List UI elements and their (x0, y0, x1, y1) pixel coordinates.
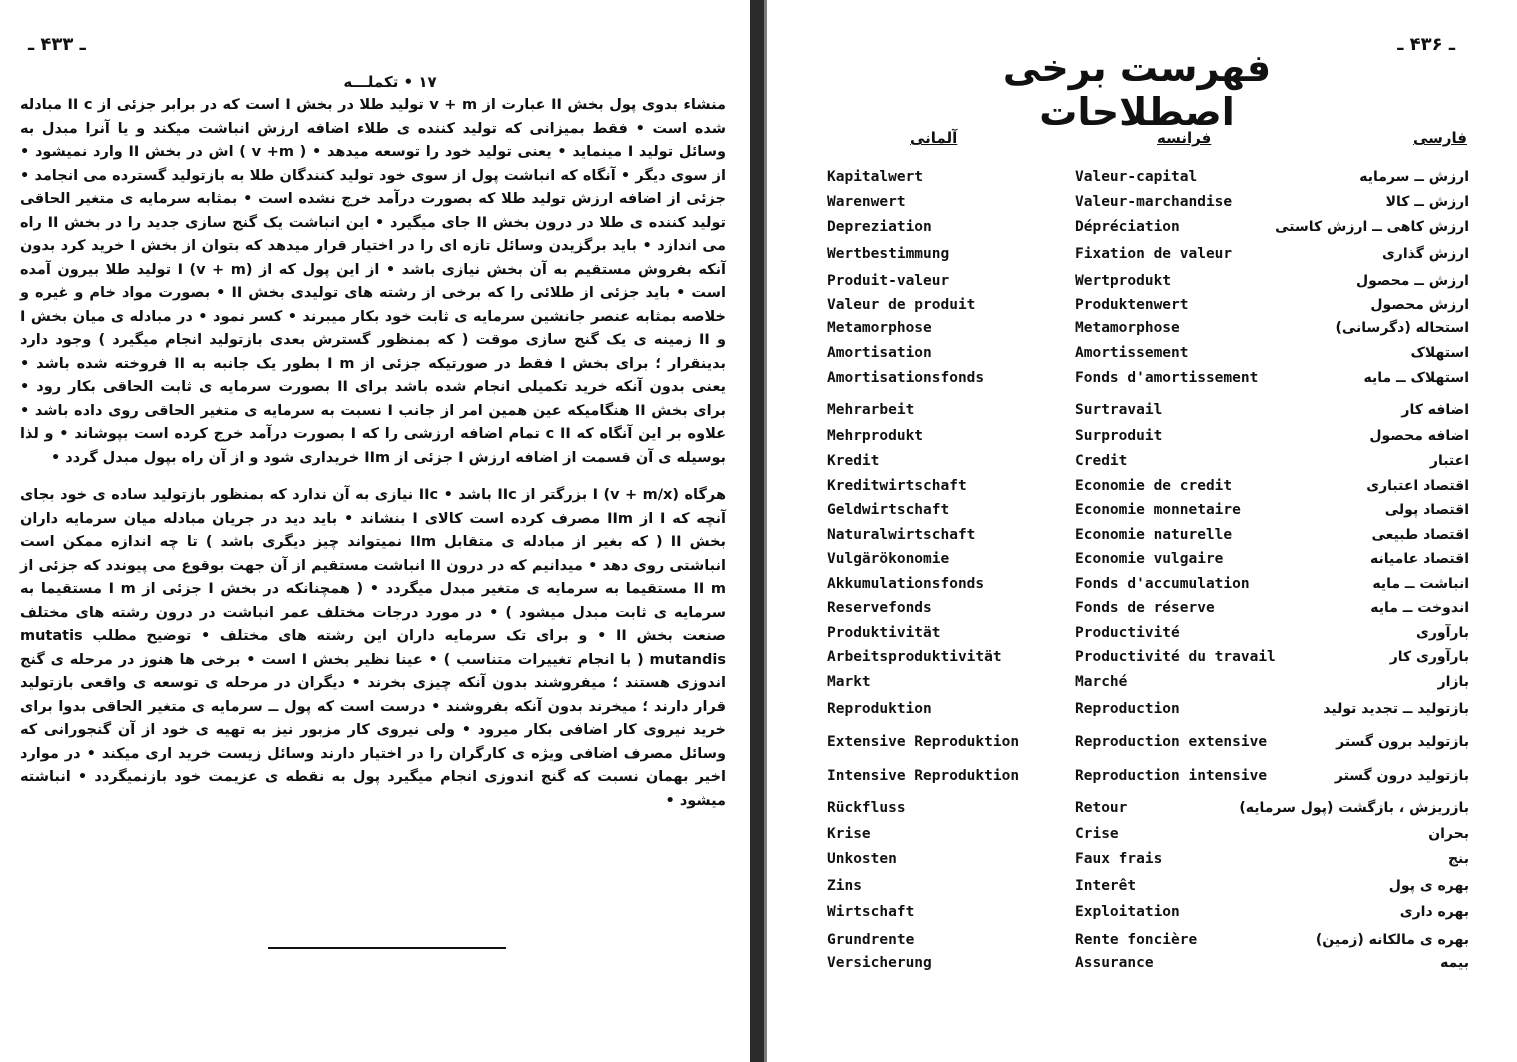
glossary-row (767, 273, 1517, 295)
glossary-term-french: Economie naturelle (1075, 527, 1233, 543)
paragraph: هرگاه I (v + m/x) بزرگتر از IIc باشد • IIc نیازی به آن ندارد که بمنظور بازتولید ساده ی خود بجای آنچه که I از IIm مصرف کرده است کالای I بنشاند • باید دید در جریان مبادله میان سرمایه داران بخش II ( که بغیر از مبادله ی متقابل IIm نمیتواند چیز دیگری باشد ) تا چه اندازه ممکن است انباشتی روی دهد • میدانیم که در درون II انباشت مستقیم از آن جهت بوقوع می پیوندد که جزئی از II m مستقیما به سرمایه ی متغیر مبدل میگردد • ( همچنانکه در بخش I جزئی از I m مستقیما به سرمایه ی ثابت مبدل میشود ) • در مورد درجات مختلف عمر انباشت در درون رشته های مختلف صنعت بخش II • و برای تک سرمایه داران این رشته های مختلف • توضیح مطلب mutatis mutandis ( با انجام تغییرات متناسب ) • عینا نظیر بخش I است • برخی ها هنوز در مرحله ی گنج اندوزی هستند ؛ میفروشند بدون آنکه چیزی بخرند • دیگران در مرحله ی توسعه ی واقعی بازتولید قرار دارند ؛ میخرند بدون آنکه بفروشند • درست است که پول ــ سرمایه ی متغیر الحاقی بدوا برای خرید نیروی کار اضافی بکار میرود • ولی نیروی کار مزبور نیز به تهیه ی خود از آن گنجورانی که وسائل مصرف اضافی ویژه ی کارگران را در اختیار دارند وسائل زیست خرید اری میکند • در موارد اخیر بهمان نسبت که گنج اندوزی انجام میگیرد پول به نقطه ی عزیمت خود بازنمیگردد • انباشته میشود • (20, 487, 727, 809)
glossary-row (767, 800, 1517, 822)
glossary-term-german: Wirtschaft (827, 904, 915, 920)
glossary-term-persian: اقتصاد طبیعی (1371, 527, 1469, 543)
glossary-row (767, 320, 1517, 342)
glossary-term-persian: بنج (1447, 851, 1469, 867)
glossary-term-french: Reproduction intensive (1075, 768, 1268, 784)
glossary-row (767, 527, 1517, 549)
glossary-row (767, 478, 1517, 500)
glossary-term-french: Valeur-capital (1075, 169, 1198, 185)
glossary-term-german: Amortisation (827, 345, 932, 361)
glossary-term-french: Wertprodukt (1075, 273, 1172, 289)
glossary-row (767, 955, 1517, 977)
glossary-term-persian: ارزش ــ محصول (1355, 273, 1469, 289)
glossary-term-french: Productivité du travail (1075, 649, 1276, 665)
glossary-term-german: Reproduktion (827, 701, 932, 717)
glossary-term-french: Valeur-marchandise (1075, 194, 1233, 210)
glossary-term-french: Fonds d'accumulation (1075, 576, 1250, 592)
paragraph: منشاء بدوی پول بخش II عبارت از v + m تولید طلا در بخش I است که در برابر جزئی از II c مبادله شده است • فقط بمیزانی که تولید کننده ی طلاء اضافه ارزش انباشت میکند و یا آنرا مبدل به وسائل تولید I مینماید • یعنی تولید خود را توسعه میدهد • ( v +m ) اش در بخش II وارد نمیشود • از سوی دیگر • آنگاه که انباشت پول از سوی خود تولید کنندگان طلا به بازتولید گسترده می انجامد • جزئی از اضافه ارزش تولید طلا که بصورت درآمد خرج نشده است • بمثابه سرمایه ی متغیر الحاقی تولید کننده ی طلا در درون بخش II جای میگیرد • این انباشت یک گنج سازی جدید را در بخش II راه می اندازد • باید برگزیدن وسائل تازه ای را در اختیار قرار میدهد که بتوان از بخش I خرید کرد بدون آنکه بفروش مستقیم به آن بخش نیازی باشد • از این پول که از I (v + m) تولید طلا بیرون آمده است • باید جزئی از طلائی را که برخی از رشته های تولیدی بخش II • بصورت مواد خام و غیره و خلاصه بمثابه عنصر جانشین سرمایه ی ثابت خود بکار میبرند • کسر نمود • در مبادله ی میان بخش I و II زمینه ی یک گنج سازی موقت ( که بمنظور گسترش بعدی بازتولید انجام میگیرد ) وجود دارد بدینقرار ؛ برای بخش I فقط در صورتیکه جزئی از I m بطور یک جانبه به II فروخته شده باشد • یعنی بدون آنکه خرید تکمیلی انجام شده باشد برای II بصورت سرمایه ی ثابت الحاقی بکار رود • برای بخش II هنگامیکه عین همین امر از جانب I نسبت به سرمایه ی متغیر الحاقی روی داده باشد • علاوه بر این آنگاه که c II تمام اضافه ارزشی را که I بصورت درآمد خرج کرده است بپوشاند • و لذا بوسیله ی آن قسمت از اضافه ارزش I جزئی از IIm خریداری شود و از آن راه بپول مبدل گردد • (20, 97, 727, 466)
glossary-term-german: Kreditwirtschaft (827, 478, 967, 494)
glossary-row (767, 502, 1517, 524)
glossary-term-persian: اندوخت ــ مایه (1370, 600, 1469, 616)
glossary-term-french: Amortissement (1075, 345, 1189, 361)
glossary-term-german: Wertbestimmung (827, 246, 950, 262)
glossary-term-french: Economie vulgaire (1075, 551, 1224, 567)
body-text (20, 94, 726, 813)
glossary-term-french: Faux frais (1075, 851, 1163, 867)
glossary-term-french: Retour (1075, 800, 1128, 816)
glossary-term-french: Metamorphose (1075, 320, 1180, 336)
glossary-term-french: Interêt (1075, 878, 1137, 894)
glossary-term-persian: استهلاک ــ مایه (1363, 370, 1469, 386)
glossary-term-french: Reproduction (1075, 701, 1180, 717)
glossary-row (767, 826, 1517, 848)
glossary-term-french: Economie de credit (1075, 478, 1233, 494)
glossary-term-german: Valeur de produit (827, 297, 976, 313)
glossary-term-german: Zins (827, 878, 862, 894)
glossary-term-persian: بازتولید درون گستر (1334, 768, 1469, 784)
glossary-term-french: Crise (1075, 826, 1119, 842)
glossary-term-persian: بارآوری کار (1389, 649, 1469, 665)
glossary-row (767, 402, 1517, 424)
glossary-term-french: Marché (1075, 674, 1128, 690)
glossary-term-french: Credit (1075, 453, 1128, 469)
glossary-row (767, 246, 1517, 268)
glossary-term-german: Kapitalwert (827, 169, 924, 185)
glossary-term-french: Fixation de valeur (1075, 246, 1233, 262)
glossary-term-persian: اضافه محصول (1369, 428, 1469, 444)
column-header-persian: فارسی (1412, 129, 1467, 147)
glossary-term-persian: ارزش محصول (1370, 297, 1469, 313)
glossary-term-german: Produit-valeur (827, 273, 950, 289)
glossary-row (767, 453, 1517, 475)
glossary-term-german: Extensive Reproduktion (827, 734, 1020, 750)
glossary-term-french: Fonds d'amortissement (1075, 370, 1259, 386)
right-page (767, 0, 1517, 1062)
glossary-term-persian: ارزش ــ کالا (1385, 194, 1469, 210)
glossary-term-persian: انباشت ــ مایه (1372, 576, 1469, 592)
glossary-row (767, 674, 1517, 696)
glossary-term-german: Metamorphose (827, 320, 932, 336)
glossary-term-german: Akkumulationsfonds (827, 576, 985, 592)
glossary-term-persian: بارآوری (1416, 625, 1469, 641)
glossary-term-french: Rente foncière (1075, 932, 1198, 948)
glossary-row (767, 169, 1517, 191)
glossary-term-persian: اقتصاد عامیانه (1370, 551, 1469, 567)
glossary-term-persian: ارزش کاهی ــ ارزش کاستی (1275, 219, 1469, 235)
glossary-row (767, 851, 1517, 873)
glossary-term-persian: بحران (1428, 826, 1469, 842)
glossary-term-persian: بازار (1437, 674, 1469, 690)
glossary-term-french: Surproduit (1075, 428, 1163, 444)
glossary-term-persian: بازریزش ، بازگشت (پول سرمایه) (1239, 800, 1469, 816)
glossary-term-german: Markt (827, 674, 871, 690)
glossary-row (767, 370, 1517, 392)
glossary-row (767, 768, 1517, 790)
glossary-term-german: Intensive Reproduktion (827, 768, 1020, 784)
end-rule (268, 947, 506, 949)
glossary-row (767, 932, 1517, 954)
glossary-term-french: Dépréciation (1075, 219, 1180, 235)
glossary-term-persian: بازتولید ــ تجدید تولید (1323, 701, 1469, 717)
glossary-term-german: Reservefonds (827, 600, 932, 616)
glossary-term-french: Productivité (1075, 625, 1180, 641)
glossary-term-german: Grundrente (827, 932, 915, 948)
glossary-row (767, 551, 1517, 573)
glossary-term-german: Rückfluss (827, 800, 906, 816)
glossary-row (767, 576, 1517, 598)
glossary-term-persian: استهلاک (1410, 345, 1469, 361)
glossary-row (767, 625, 1517, 647)
glossary-term-persian: بازتولید برون گستر (1336, 734, 1469, 750)
glossary-term-german: Arbeitsproduktivität (827, 649, 1002, 665)
glossary-term-german: Krise (827, 826, 871, 842)
glossary-row (767, 194, 1517, 216)
glossary-term-persian: بیمه (1440, 955, 1469, 971)
glossary-term-german: Produktivität (827, 625, 941, 641)
glossary-term-german: Warenwert (827, 194, 906, 210)
glossary-row (767, 734, 1517, 756)
section-heading: ۱۷ • تکملـــه (343, 73, 437, 91)
glossary-term-german: Versicherung (827, 955, 932, 971)
glossary-term-persian: اقتصاد پولی (1384, 502, 1469, 518)
column-header-french: فرانسه (1157, 129, 1212, 147)
column-header-german: آلمانی (910, 129, 958, 147)
glossary-term-german: Kredit (827, 453, 880, 469)
glossary-term-german: Geldwirtschaft (827, 502, 950, 518)
page-number: ـ ۴۳۶ ـ (1397, 34, 1455, 55)
glossary-term-persian: ارزش گذاری (1381, 246, 1469, 262)
glossary-row (767, 701, 1517, 723)
glossary-term-french: Assurance (1075, 955, 1154, 971)
glossary-term-persian: بهره ی مالکانه (زمین) (1315, 932, 1469, 948)
glossary-term-german: Mehrprodukt (827, 428, 924, 444)
glossary-term-persian: اضافه کار (1401, 402, 1469, 418)
glossary-term-french: Economie monnetaire (1075, 502, 1241, 518)
glossary-term-german: Depreziation (827, 219, 932, 235)
glossary-term-french: Fonds de réserve (1075, 600, 1215, 616)
glossary-term-persian: استحاله (دگرسانی) (1335, 320, 1469, 336)
glossary-term-persian: اعتبار (1429, 453, 1469, 469)
glossary-row (767, 649, 1517, 671)
glossary-term-persian: ارزش ــ سرمایه (1359, 169, 1469, 185)
glossary-row (767, 878, 1517, 900)
glossary-row (767, 345, 1517, 367)
glossary-term-german: Naturalwirtschaft (827, 527, 976, 543)
glossary-term-french: Produktenwert (1075, 297, 1189, 313)
glossary-term-german: Mehrarbeit (827, 402, 915, 418)
glossary-term-persian: اقتصاد اعتباری (1366, 478, 1469, 494)
glossary-term-french: Surtravail (1075, 402, 1163, 418)
glossary-term-french: Exploitation (1075, 904, 1180, 920)
glossary-row (767, 219, 1517, 241)
glossary-row (767, 428, 1517, 450)
glossary-row (767, 297, 1517, 319)
left-page (0, 0, 750, 1062)
glossary-row (767, 600, 1517, 622)
glossary-term-persian: بهره داری (1399, 904, 1469, 920)
glossary-term-french: Reproduction extensive (1075, 734, 1268, 750)
glossary-term-german: Unkosten (827, 851, 897, 867)
glossary-term-german: Amortisationsfonds (827, 370, 985, 386)
glossary-term-persian: بهره ی پول (1388, 878, 1469, 894)
glossary-row (767, 904, 1517, 926)
glossary-term-german: Vulgärökonomie (827, 551, 950, 567)
page-number: ـ ۴۳۳ ـ (28, 34, 86, 55)
glossary-title: فهرست برخی اصطلاحات (1002, 46, 1272, 134)
